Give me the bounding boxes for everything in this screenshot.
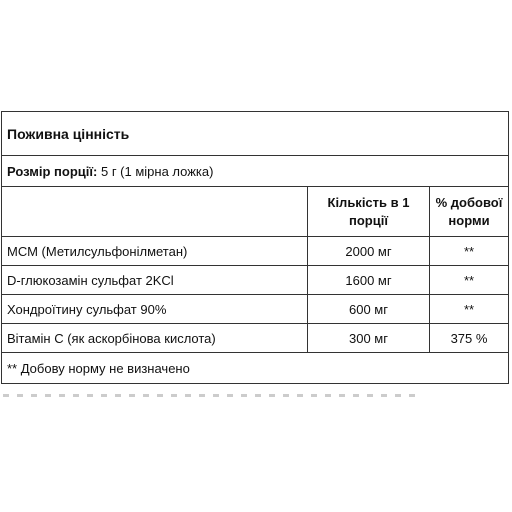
footnote: ** Добову норму не визначено	[7, 360, 190, 376]
serving-size-row	[2, 156, 508, 187]
nutrient-name: МСМ (Метилсульфонілметан)	[2, 237, 308, 265]
table-row	[2, 295, 508, 324]
cropped-text-remnant	[3, 394, 423, 397]
nutrition-table	[1, 111, 509, 384]
table-title: Поживна цінність	[2, 112, 508, 156]
nutrient-name: Хондроїтину сульфат 90%	[2, 295, 308, 323]
nutrient-daily-value: **	[463, 301, 475, 317]
nutrient-name: D-глюкозамін сульфат 2KCl	[2, 266, 308, 294]
header-amount: Кількість в 1 порції	[308, 187, 430, 236]
nutrient-amount: 600 мг	[308, 295, 430, 323]
nutrient-amount: 2000 мг	[308, 237, 430, 265]
table-row	[2, 324, 508, 353]
nutrient-daily-value: 375 %	[450, 330, 488, 346]
nutrient-daily-value: **	[463, 243, 475, 259]
nutrient-daily-value: **	[463, 272, 475, 288]
nutrient-name: Вітамін С (як аскорбінова кислота)	[2, 324, 308, 352]
nutrient-amount: 1600 мг	[308, 266, 430, 294]
header-row	[2, 187, 508, 237]
header-daily-value: % добової норми	[435, 194, 503, 228]
serving-size-value: 5 г (1 мірна ложка)	[97, 163, 214, 179]
nutrient-amount: 300 мг	[308, 324, 430, 352]
header-name	[2, 187, 308, 236]
serving-size-label: Розмір порції:	[7, 163, 98, 179]
table-row	[2, 266, 508, 295]
table-row	[2, 237, 508, 266]
